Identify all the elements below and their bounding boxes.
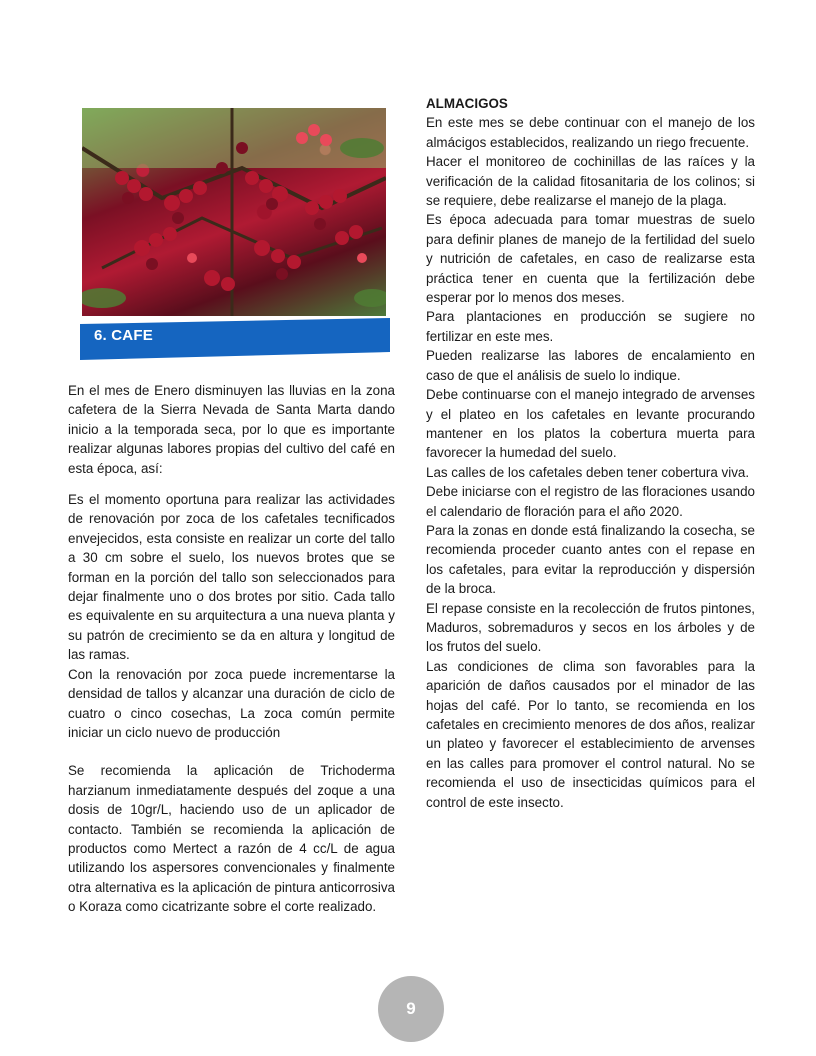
right-column [426,94,755,812]
left-column [68,381,395,917]
intro-paragraph: En el mes de Enero disminuyen las lluvias en la zona cafetera de la Sierra Nevada de Santa Marta dando inicio a la temporada seca, por lo que es importante realizar algunas labores propias del cultivo del café en esta época, así: [68,383,395,476]
right-paragraph: Para plantaciones en producción se sugiere no fertilizar en este mes. [426,309,755,344]
section-banner [80,318,390,360]
right-paragraph: Pueden realizarse las labores de encalamiento en caso de que el análisis de suelo lo indique. [426,348,755,383]
coffee-cherries-photo [82,108,386,316]
trichoderma-paragraph: Se recomienda la aplicación de Trichoderma harzianum inmediatamente después del zoque a una dosis de 10gr/L, haciendo uso de un aplicador de contacto. También se recomienda la aplicación de productos como Mertect a razón de 4 cc/L de agua utilizando los aspersores convencionales y finalmente otra alternativa es la aplicación de pintura anticorrosiva o Koraza como cicatrizante sobre el corte realizado. [68,763,395,915]
coffee-cherries-illustration [82,108,386,316]
almacigos-heading: ALMACIGOS [426,96,508,111]
right-paragraph: Las condiciones de clima son favorables para la aparición de daños causados por el minador de las hojas del café. Por lo tanto, se recomienda en los cafetales en crecimiento menores de dos años, realizar un plateo y favorecer el establecimiento de arvenses en las calles para promover el control natural. No se recomienda el uso de insecticidas químicos para el control de este insecto. [426,658,755,810]
right-paragraph: En este mes se debe continuar con el manejo de los almácigos establecidos, realizando un riego frecuente. [426,115,755,150]
right-paragraph: Debe iniciarse con el registro de las floraciones usando el calendario de floración para el año 2020. [426,484,755,519]
right-paragraph: El repase consiste en la recolección de frutos pintones, Maduros, sobremaduros y secos en los árboles y de los frutos del suelo. [426,600,755,655]
right-paragraph: Las calles de los cafetales deben tener cobertura viva. [426,464,750,480]
renovation-paragraph: Es el momento oportuna para realizar las actividades de renovación por zoca de los cafetales tecnificados envejecidos, esta consiste en realizar un corte del tallo a 30 cm sobre el suelo, los nuevos brotes que se forman en la porción del tallo son seleccionados para dejar finalmente uno o dos brotes por sitio. Cada tallo es equivalente en su arquitectura a una nueva planta y su patrón de crecimiento se da en altura y longitud de las ramas. [68,492,395,663]
right-paragraph: Para la zonas en donde está finalizando la cosecha, se recomienda proceder cuanto antes con el repase en los cafetales, para evitar la reproducción y dispersión de la broca. [426,522,755,597]
section-title: 6. CAFE [94,327,153,344]
page-number: 9 [378,976,444,1042]
right-paragraph: Debe continuarse con el manejo integrado de arvenses y el plateo en los cafetales en levante procurando mantener en los platos la cobertura muerta para favorecer la humedad del suelo. [426,387,755,461]
right-paragraph: Hacer el monitoreo de cochinillas de las raíces y la verificación de la calidad fitosanitaria de los colinos; si se requiere, debe realizarse el manejo de la plaga. [426,154,755,209]
right-paragraph: Es época adecuada para tomar muestras de suelo para definir planes de manejo de la fertilidad del suelo y nutrición de cafetales, en caso de realizarse esta práctica tener en cuenta que la fertilización debe esperar por lo menos dos meses. [426,212,755,306]
zoca-paragraph: Con la renovación por zoca puede incrementarse la densidad de tallos y alcanzar una duración de ciclo de cuatro o cinco cosechas, La zoca común permite iniciar un ciclo nuevo de producción [68,666,395,740]
